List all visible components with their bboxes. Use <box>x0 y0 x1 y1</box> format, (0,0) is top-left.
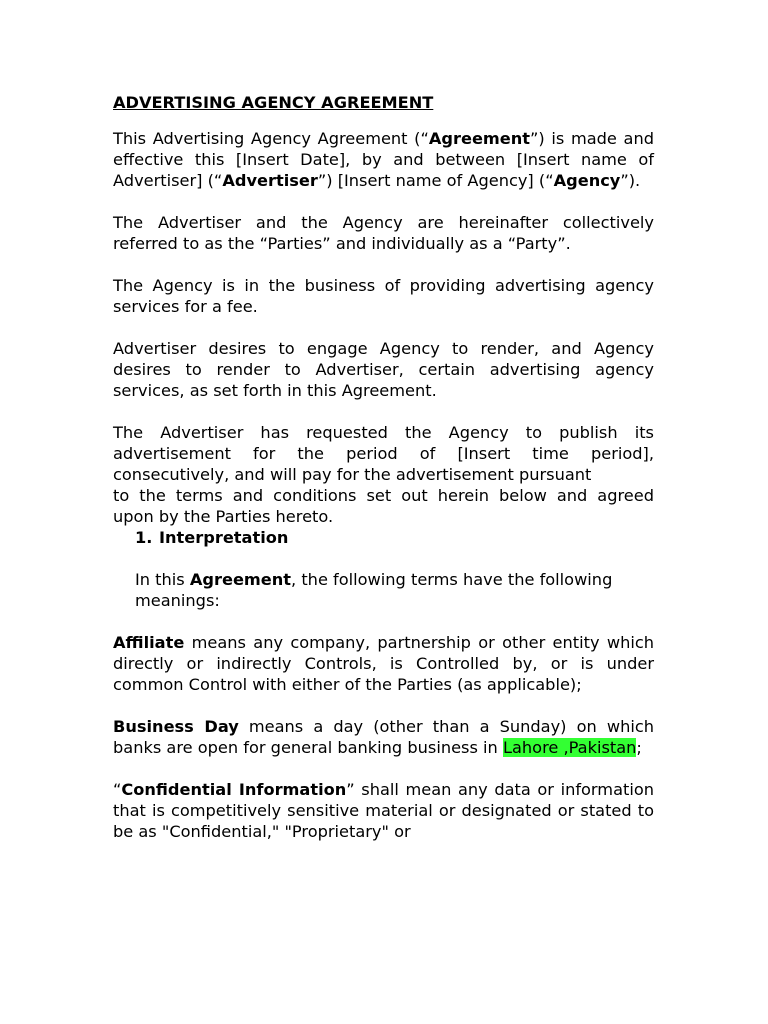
term-confidential-information: Confidential Information <box>121 780 347 799</box>
parties-paragraph: The Advertiser and the Agency are hereinafter collectively referred to as the “Parties” and individually as a “Party”. <box>113 213 654 253</box>
requested-line-4: to the terms and conditions set out herein below and agreed <box>113 486 654 505</box>
section-title: Interpretation <box>159 528 289 547</box>
term-agreement-2: Agreement <box>189 570 292 589</box>
requested-line-3: consecutively, and will pay for the advertisement pursuant <box>113 465 592 484</box>
requested-line-1: The Advertiser has requested the Agency to publish its <box>113 423 654 442</box>
intro-paragraph: This Advertising Agency Agreement (“Agreement”) is made and effective this [Insert Date], by and between [Insert name of Advertiser] (“Advertiser”) [Insert name of Agency] (“Agency”). <box>113 129 654 190</box>
section-1-intro: In this Agreement, the following terms have the following meanings: <box>135 570 613 610</box>
requested-paragraph <box>113 422 654 527</box>
business-paragraph: The Agency is in the business of providing advertising agency services for a fee. <box>113 276 654 316</box>
highlighted-location: Lahore ,Pakistan <box>502 738 637 757</box>
section-1-heading <box>113 527 654 548</box>
document-page <box>113 92 654 863</box>
confidential-definition: “Confidential Information” shall mean any data or information that is competitively sensitive material or designated or stated to be as "Confidential," "Proprietary" or <box>113 780 654 841</box>
term-affiliate: Affiliate <box>113 633 185 652</box>
requested-line-2: advertisement for the period of [Insert time period], <box>113 444 654 463</box>
document-title: ADVERTISING AGENCY AGREEMENT <box>113 93 434 112</box>
business-day-definition: Business Day means a day (other than a Sunday) on which banks are open for general banking business in Lahore ,Pakistan; <box>113 717 654 757</box>
term-business-day: Business Day <box>113 717 239 736</box>
term-advertiser: Advertiser <box>222 171 318 190</box>
section-number: 1. <box>135 528 153 547</box>
term-agency: Agency <box>553 171 621 190</box>
requested-line-5: upon by the Parties hereto. <box>113 507 334 526</box>
desires-paragraph: Advertiser desires to engage Agency to render, and Agency desires to render to Advertiser, certain advertising agency services, as set forth in this Agreement. <box>113 339 654 400</box>
affiliate-definition: Affiliate means any company, partnership or other entity which directly or indirectly Controls, is Controlled by, or is under common Control with either of the Parties (as applicable); <box>113 633 654 694</box>
term-agreement: Agreement <box>428 129 531 148</box>
